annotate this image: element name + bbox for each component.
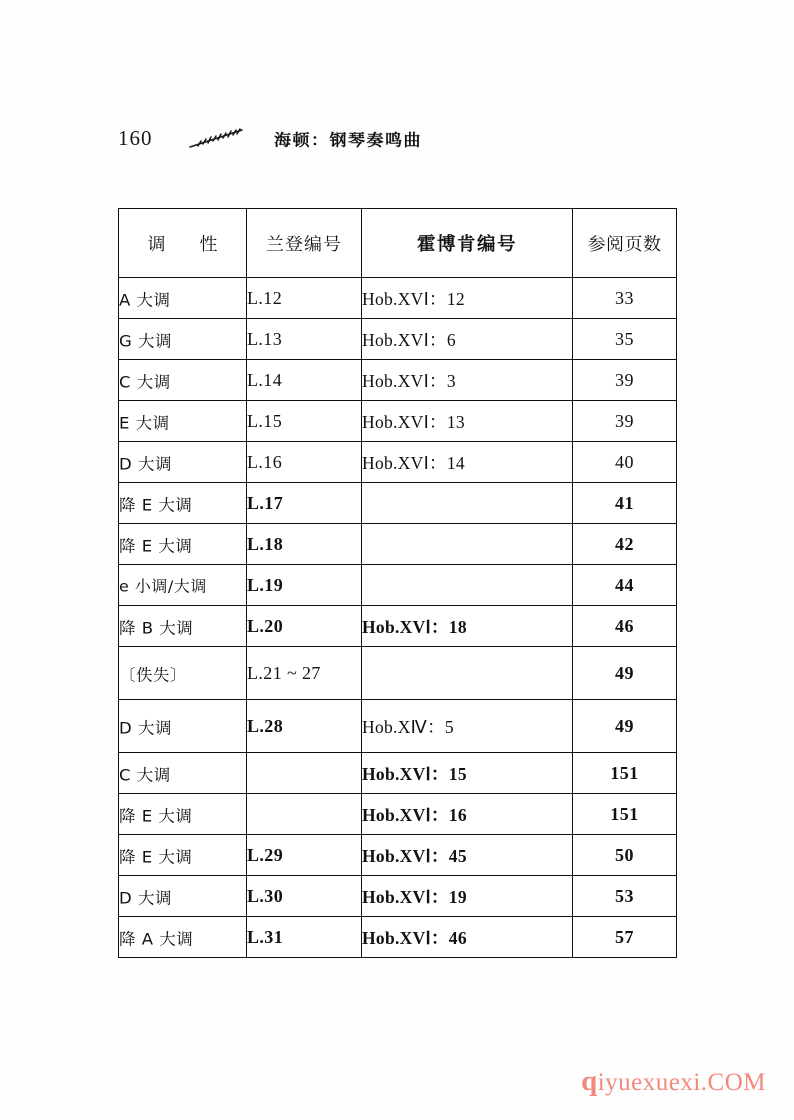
- cell-page-reference: 39: [573, 360, 677, 401]
- cell-key: C 大调: [119, 360, 247, 399]
- column-header-pages: 参阅页数: [573, 209, 677, 278]
- table-row: [119, 565, 677, 606]
- table-row: [119, 647, 677, 700]
- cell-page-reference: 44: [573, 565, 677, 606]
- watermark-rest: iyuexuexi.COM: [597, 1069, 766, 1096]
- cell-hoboken-number: Hob.XVⅠ：15: [362, 753, 573, 794]
- cell-page-reference: 35: [573, 319, 677, 360]
- running-head: [118, 118, 678, 158]
- cell-hoboken-number: [362, 524, 573, 565]
- column-header-landon: 兰登编号: [247, 209, 362, 278]
- cell-page-reference: 57: [573, 917, 677, 958]
- cell-landon-number: L.20: [247, 606, 362, 647]
- cell-landon-number: L.12: [247, 278, 362, 319]
- diagonal-hatch-ornament-icon: [186, 125, 248, 151]
- cell-page-reference: 49: [573, 647, 677, 700]
- cell-key: 降 E 大调: [119, 835, 247, 874]
- cell-hoboken-number: Hob.XVⅠ：12: [362, 278, 573, 319]
- index-table-container: [118, 208, 676, 958]
- cell-key: 降 E 大调: [119, 794, 247, 833]
- cell-hoboken-number: [362, 565, 573, 606]
- cell-page-reference: 151: [573, 794, 677, 835]
- table-row: [119, 524, 677, 565]
- cell-key: E 大调: [119, 401, 247, 440]
- cell-landon-number: L.28: [247, 700, 362, 753]
- cell-key: G 大调: [119, 319, 247, 358]
- cell-key: 降 E 大调: [119, 524, 247, 563]
- column-header-key: [119, 209, 247, 278]
- table-row: [119, 360, 677, 401]
- column-header-key-right: 性: [199, 234, 218, 255]
- cell-landon-number: L.13: [247, 319, 362, 360]
- cell-hoboken-number: Hob.XVⅠ：18: [362, 606, 573, 647]
- cell-page-reference: 40: [573, 442, 677, 483]
- cell-hoboken-number: [362, 483, 573, 524]
- cell-page-reference: 42: [573, 524, 677, 565]
- cell-page-reference: 53: [573, 876, 677, 917]
- table-row: [119, 483, 677, 524]
- cell-hoboken-number: Hob.XVⅠ：13: [362, 401, 573, 442]
- cell-page-reference: 33: [573, 278, 677, 319]
- cell-key: D 大调: [119, 876, 247, 915]
- cell-hoboken-number: Hob.XVⅠ：45: [362, 835, 573, 876]
- cell-landon-number: L.15: [247, 401, 362, 442]
- cell-landon-number: L.14: [247, 360, 362, 401]
- page-number: 160: [118, 125, 153, 150]
- cell-key: e 小调/大调: [119, 565, 247, 604]
- site-watermark: [581, 1065, 766, 1098]
- cell-key: D 大调: [119, 442, 247, 481]
- cell-key: 降 A 大调: [119, 917, 247, 956]
- cell-landon-number: L.30: [247, 876, 362, 917]
- cell-hoboken-number: Hob.XVⅠ：14: [362, 442, 573, 483]
- cell-landon-number: L.31: [247, 917, 362, 958]
- cell-landon-number: L.18: [247, 524, 362, 565]
- cell-landon-number: L.21 ~ 27: [247, 647, 362, 700]
- cell-page-reference: 151: [573, 753, 677, 794]
- cell-key: 降 E 大调: [119, 483, 247, 522]
- cell-hoboken-number: Hob.XVⅠ：19: [362, 876, 573, 917]
- column-header-key-left: 调: [147, 234, 166, 255]
- cell-key: 〔佚失〕: [119, 648, 247, 699]
- table-row: [119, 278, 677, 319]
- cell-landon-number: L.16: [247, 442, 362, 483]
- cell-page-reference: 39: [573, 401, 677, 442]
- cell-page-reference: 46: [573, 606, 677, 647]
- cell-hoboken-number: Hob.XVⅠ：3: [362, 360, 573, 401]
- table-row: [119, 442, 677, 483]
- header-row: [119, 209, 677, 278]
- table-row: [119, 700, 677, 753]
- table-row: [119, 876, 677, 917]
- cell-hoboken-number: [362, 647, 573, 700]
- table-row: [119, 794, 677, 835]
- table-row: [119, 606, 677, 647]
- sonata-index-table: [118, 208, 677, 958]
- cell-landon-number: L.29: [247, 835, 362, 876]
- table-row: [119, 917, 677, 958]
- table-row: [119, 835, 677, 876]
- table-row: [119, 319, 677, 360]
- cell-page-reference: 41: [573, 483, 677, 524]
- watermark-lead: q: [581, 1065, 598, 1097]
- cell-key: D 大调: [119, 701, 247, 752]
- table-header: [119, 209, 677, 278]
- cell-page-reference: 50: [573, 835, 677, 876]
- cell-page-reference: 49: [573, 700, 677, 753]
- cell-landon-number: [247, 794, 362, 835]
- cell-key: C 大调: [119, 753, 247, 792]
- running-title: 海顿：钢琴奏鸣曲: [274, 130, 422, 150]
- cell-landon-number: [247, 753, 362, 794]
- cell-landon-number: L.17: [247, 483, 362, 524]
- cell-hoboken-number: Hob.XⅣ：5: [362, 700, 573, 753]
- cell-hoboken-number: Hob.XVⅠ：6: [362, 319, 573, 360]
- table-body: [119, 278, 677, 958]
- cell-key: A 大调: [119, 278, 247, 317]
- cell-hoboken-number: Hob.XVⅠ：16: [362, 794, 573, 835]
- column-header-hoboken: 霍博肯编号: [362, 209, 573, 278]
- table-row: [119, 401, 677, 442]
- cell-hoboken-number: Hob.XVⅠ：46: [362, 917, 573, 958]
- cell-key: 降 B 大调: [119, 606, 247, 645]
- cell-landon-number: L.19: [247, 565, 362, 606]
- table-row: [119, 753, 677, 794]
